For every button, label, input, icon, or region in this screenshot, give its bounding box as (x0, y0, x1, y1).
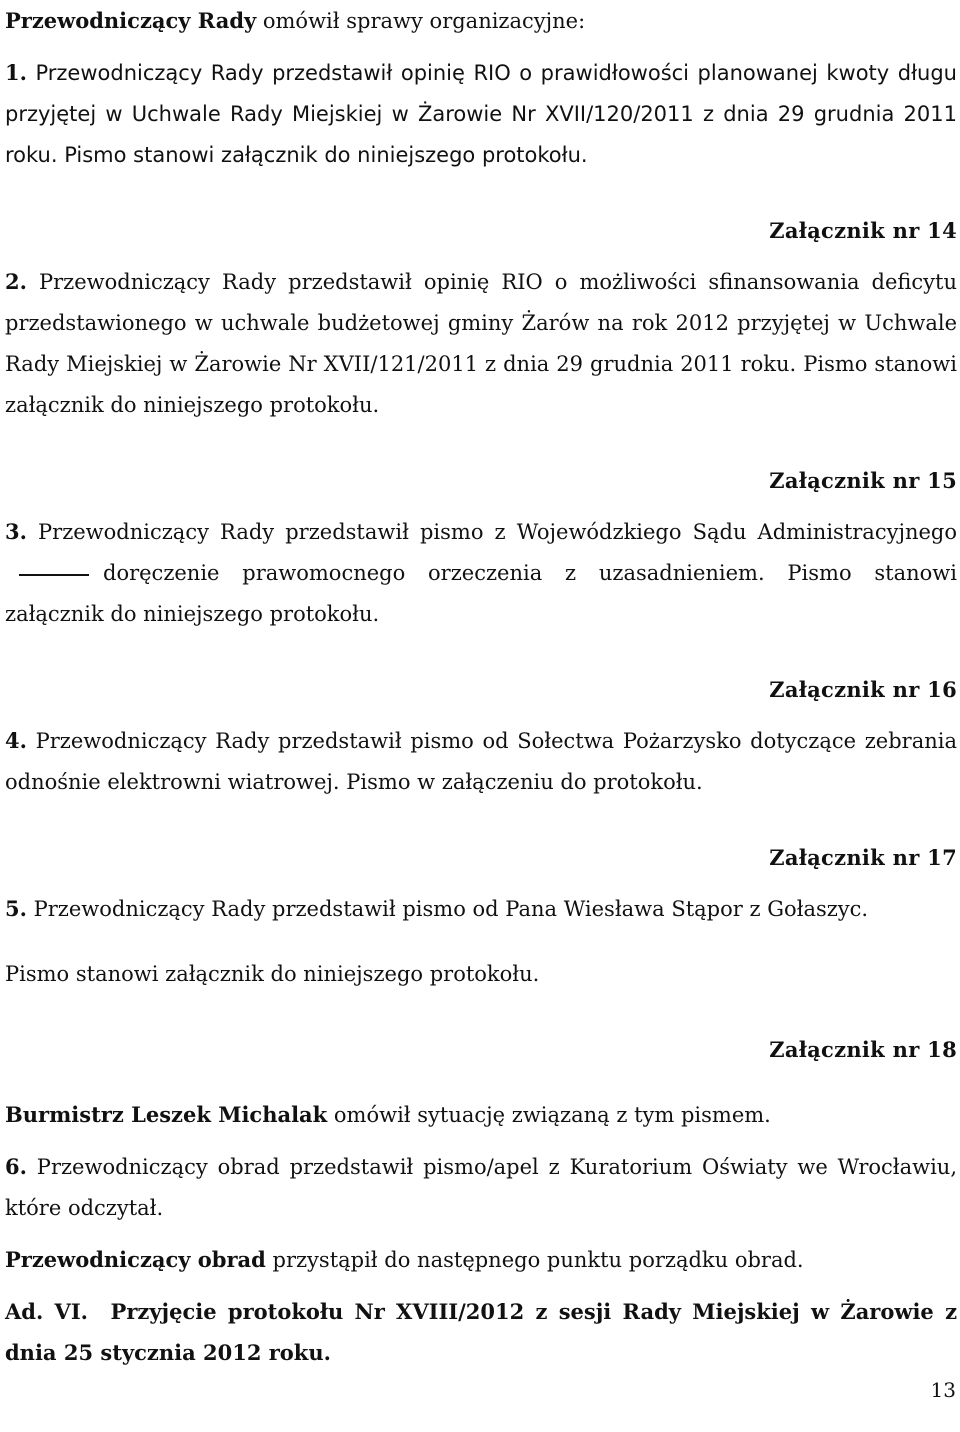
attachment-15: Załącznik nr 15 (769, 468, 957, 493)
chair-text: przystąpił do następnego punktu porządku obrad. (265, 1248, 804, 1272)
mayor-lead: Burmistrz Leszek Michalak (5, 1102, 328, 1127)
mayor-text: omówił sytuację związaną z tym pismem. (327, 1103, 771, 1127)
agenda-title: Przyjęcie protokołu Nr XVIII/2012 z sesji Rady Miejskiej w Żarowie z dnia 25 stycznia 2012 roku. (5, 1299, 957, 1365)
attachment-18: Załącznik nr 18 (769, 1037, 957, 1062)
chair-lead: Przewodniczący obrad (5, 1247, 266, 1272)
item-5-note: Pismo stanowi załącznik do niniejszego protokołu. (5, 962, 540, 986)
page-number: 13 (930, 1378, 956, 1402)
item-5-number: 5. (5, 896, 27, 921)
item-6-text: Przewodniczący obrad przedstawił pismo/apel z Kuratorium Oświaty we Wrocławiu, które odczytał. (5, 1155, 957, 1220)
chair-paragraph (5, 1239, 957, 1281)
item-6-number: 6. (5, 1154, 27, 1179)
item-1-number: 1. (5, 60, 27, 85)
item-5 (5, 888, 957, 930)
item-1 (5, 52, 957, 176)
intro-paragraph (5, 0, 957, 42)
item-6 (5, 1146, 957, 1229)
agenda-heading (5, 1291, 957, 1373)
item-1-text: Przewodniczący Rady przedstawił opinię RIO o prawidłowości planowanej kwoty długu przyjętej w Uchwale Rady Miejskiej w Żarowie Nr XVII/120/2011 z dnia 29 grudnia 2011 roku. Pismo stanowi załącznik do niniejszego protokołu. (5, 61, 957, 167)
item-4-text: Przewodniczący Rady przedstawił pismo od Sołectwa Pożarzysko dotyczące zebrania odnośnie elektrowni wiatrowej. Pismo w załączeniu do protokołu. (5, 729, 957, 794)
item-3-number: 3. (5, 519, 27, 544)
item-2-text: Przewodniczący Rady przedstawił opinię RIO o możliwości sfinansowania deficytu przedstawionego w uchwale budżetowej gminy Żarów na rok 2012 przyjętej w Uchwale Rady Miejskiej w Żarowie Nr XVII/121/2011 z dnia 29 grudnia 2011 roku. Pismo stanowi załącznik do niniejszego protokołu. (5, 270, 957, 417)
agenda-lead: Ad. VI. (5, 1299, 88, 1324)
intro-lead: Przewodniczący Rady (5, 8, 257, 33)
item-5-text: Przewodniczący Rady przedstawił pismo od Pana Wiesława Stąpor z Gołaszyc. (26, 897, 869, 921)
item-3-text-b: doręczenie prawomocnego orzeczenia z uzasadnieniem. Pismo stanowi załącznik do niniejszego protokołu. (5, 561, 957, 626)
mayor-paragraph (5, 1094, 957, 1136)
attachment-14: Załącznik nr 14 (769, 218, 957, 243)
attachment-17: Załącznik nr 17 (769, 845, 957, 870)
item-4 (5, 720, 957, 803)
item-2-number: 2. (5, 269, 27, 294)
item-3 (5, 511, 957, 635)
em-dash (19, 574, 89, 576)
attachment-16: Załącznik nr 16 (769, 677, 957, 702)
item-4-number: 4. (5, 728, 27, 753)
item-3-text-a: Przewodniczący Rady przedstawił pismo z Wojewódzkiego Sądu Administracyjnego (26, 520, 957, 544)
document-page (5, 0, 957, 1373)
item-2 (5, 261, 957, 426)
intro-text: omówił sprawy organizacyjne: (256, 9, 586, 33)
